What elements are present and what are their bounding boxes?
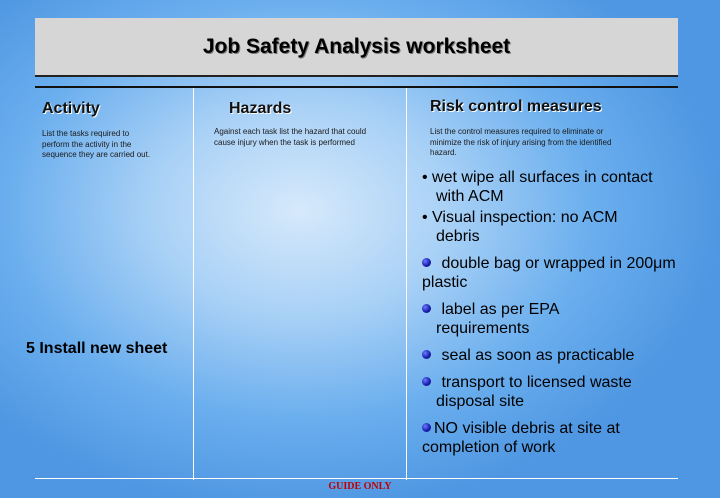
measure-item <box>422 208 680 246</box>
measure-text: • wet wipe all surfaces in contact <box>422 169 653 186</box>
column-divider-2 <box>406 88 407 480</box>
measure-continuation: debris <box>436 228 480 245</box>
measures-list <box>422 168 680 465</box>
measure-item <box>422 419 680 457</box>
measure-continuation: disposal site <box>436 393 525 410</box>
bullet-icon <box>422 258 431 267</box>
activity-heading: Activity <box>42 100 100 117</box>
measure-continuation: requirements <box>436 320 530 337</box>
measure-text: double bag or wrapped in 200μm plastic <box>422 255 676 291</box>
header-divider <box>35 86 678 88</box>
bullet-icon <box>422 423 431 432</box>
bullet-icon <box>422 377 431 386</box>
activity-description: List the tasks required to perform the activity in the sequence they are carried out. <box>42 129 151 159</box>
hazards-heading: Hazards <box>229 100 292 117</box>
measure-text: NO visible debris at site at completion of work <box>422 420 620 456</box>
bullet-icon <box>422 350 431 359</box>
measure-text: label as per EPA <box>437 301 560 318</box>
footer-label: GUIDE ONLY <box>328 481 392 492</box>
measure-continuation: with ACM <box>436 188 504 205</box>
risk-control-description: List the control measures required to eliminate or minimize the risk of injury arising from the identified hazard. <box>430 127 612 157</box>
activity-task: 5 Install new sheet <box>26 340 168 357</box>
measure-item <box>422 346 680 365</box>
page-title: Job Safety Analysis worksheet <box>202 34 511 58</box>
measure-item <box>422 168 680 206</box>
bullet-icon <box>422 304 431 313</box>
measure-item <box>422 300 680 338</box>
measure-item <box>422 373 680 411</box>
bottom-divider <box>35 478 678 479</box>
hazards-description: Against each task list the hazard that could cause injury when the task is performed <box>214 127 367 147</box>
measure-item <box>422 254 680 292</box>
measure-text: • Visual inspection: no ACM <box>422 209 618 226</box>
measure-text: transport to licensed waste <box>437 374 632 391</box>
measure-text: seal as soon as practicable <box>437 347 635 364</box>
title-bar <box>35 18 678 77</box>
risk-control-heading: Risk control measures <box>430 98 602 115</box>
column-divider-1 <box>193 88 194 480</box>
